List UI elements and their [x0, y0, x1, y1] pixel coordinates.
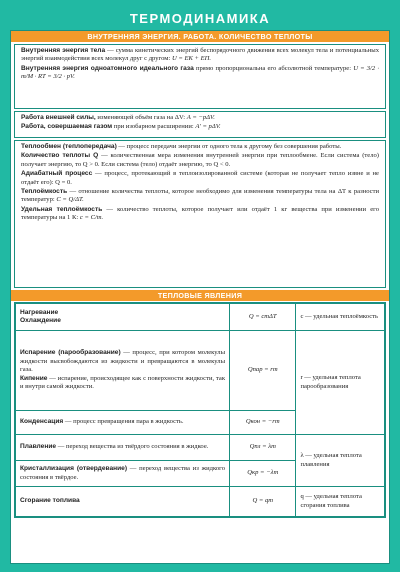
formula-crystallization: Qкр = −λm	[230, 461, 296, 487]
term-monatomic-gas: Внутренняя энергия одноатомного идеального газа	[21, 64, 194, 72]
formula-monatomic-gas: U = 3/2 · m/M · RT = 3/2 · pV.	[21, 64, 379, 81]
paragraph-internal-energy	[21, 47, 379, 64]
term-evaporation: Испарение (парообразование)	[20, 349, 121, 357]
text-condensation: — процесс превращения пара в жидкость.	[63, 418, 184, 426]
table-row	[16, 435, 385, 461]
term-cooling: Охлаждение	[20, 317, 61, 324]
term-heat-exchange: Теплообмен (теплопередача)	[21, 143, 117, 150]
text-work-external: изменяющей объём газа на ΔV:	[95, 114, 187, 121]
formula-combustion: Q = qm	[230, 487, 296, 517]
page-title: ТЕРМОДИНАМИКА	[129, 11, 271, 26]
table-row	[16, 487, 385, 517]
paragraph-heat-exchange	[21, 143, 379, 151]
term-condensation: Конденсация	[20, 418, 64, 426]
table-row	[16, 331, 385, 411]
formula-work-gas: A′ = pΔV.	[195, 123, 221, 131]
term-melting: Плавление	[20, 443, 57, 451]
text-crystallization: — переход вещества из жидкого состояния в твёрдое.	[20, 465, 226, 481]
text-internal-energy: — сумма кинетических энергий беспорядочного движения всех молекул тела и потенциальных энергий взаимодействия всех молекул друг с другом:	[21, 47, 379, 63]
paragraph-work-external	[21, 114, 379, 122]
text-adiabatic: — процесс, протекающий в теплоизолированной системе (которая не получает тепло извне и не отдаёт его): Q = 0.	[21, 170, 379, 186]
term-internal-energy: Внутренняя энергия тела	[21, 47, 106, 54]
note-heating: c — удельная теплоёмкость	[296, 304, 385, 331]
section-internal-energy	[14, 44, 386, 109]
term-crystallization: Кристаллизация (отвердевание)	[20, 465, 128, 473]
term-boiling: Кипение	[20, 374, 48, 382]
text-heat-quantity: — количественная мера изменения внутренней энергии при теплообмене. Если система (тело) получает энергию, то Q > 0. Если система (тело) отдаёт энергию, то Q < 0.	[21, 152, 379, 168]
text-boiling: — испарение, происходящее как с поверхности жидкости, так и внутри самой жидкости.	[20, 374, 226, 391]
content-card	[10, 30, 390, 564]
text-heat-capacity: — отношение количества теплоты, которое необходимо для изменения температуры тела на ΔT к разности температур:	[21, 188, 379, 204]
section-header-thermal: ТЕПЛОВЫЕ ЯВЛЕНИЯ	[11, 290, 389, 301]
term-adiabatic: Адиабатный процесс	[21, 170, 93, 178]
paragraph-monatomic-gas	[21, 65, 379, 82]
paragraph-heat-capacity	[21, 188, 379, 205]
text-work-gas: при изобарном расширении:	[112, 123, 196, 131]
table-row	[16, 304, 385, 331]
section-header-energy: ВНУТРЕННЯЯ ЭНЕРГИЯ. РАБОТА. КОЛИЧЕСТВО ТЕПЛОТЫ	[11, 31, 389, 42]
term-work-gas: Работа, совершаемая газом	[21, 123, 113, 131]
formula-work-external: A = −pΔV.	[186, 114, 215, 121]
formula-melting: Qпл = λm	[230, 435, 296, 461]
formula-heat-capacity: C = Q/ΔT.	[56, 196, 84, 204]
term-specific-heat: Удельная теплоёмкость	[21, 205, 103, 213]
paragraph-specific-heat	[21, 206, 379, 223]
formula-specific-heat: c = C/m.	[79, 214, 104, 222]
formula-condensation: Qкон = −rm	[230, 411, 296, 435]
thermal-table-wrap	[14, 302, 386, 518]
poster	[10, 8, 390, 564]
section-work	[14, 111, 386, 138]
paragraph-heat-quantity	[21, 152, 379, 169]
term-heating: Нагревание	[20, 308, 59, 316]
formula-internal-energy: U = EК + EП.	[171, 55, 212, 63]
note-combustion: q — удельная теплота сгорания топлива	[296, 487, 385, 517]
text-evaporation: — процесс, при котором молекулы жидкости высвобождаются из жидкости и превращаются в молекулы газа.	[20, 349, 226, 374]
text-heat-exchange: — процесс передачи энергии от одного тела к другому без совершения работы.	[116, 143, 342, 150]
term-heat-quantity: Количество теплоты Q	[21, 152, 99, 160]
thermal-phenomena-table	[15, 303, 385, 517]
term-combustion: Сгорание топлива	[20, 497, 80, 505]
formula-evaporation: Qпар = rm	[230, 331, 296, 411]
note-evaporation: r — удельная теплота парообразования	[296, 331, 385, 435]
section-heat	[14, 140, 386, 288]
formula-heating: Q = cmΔT	[230, 304, 296, 331]
text-monatomic-gas: прямо пропорциональна его абсолютной температуре:	[193, 64, 354, 72]
note-melting: λ — удельная теплота плавления	[296, 435, 385, 487]
text-melting: — переход вещества из твёрдого состояния в жидкое.	[56, 443, 209, 451]
term-heat-capacity: Теплоёмкость	[21, 188, 68, 196]
paragraph-adiabatic	[21, 170, 379, 187]
paragraph-work-gas	[21, 123, 379, 131]
text-specific-heat: — количество теплоты, которое получает или отдаёт 1 кг вещества при изменении его температуры на 1 К:	[21, 205, 379, 222]
term-work-external: Работа внешней силы,	[21, 114, 96, 121]
